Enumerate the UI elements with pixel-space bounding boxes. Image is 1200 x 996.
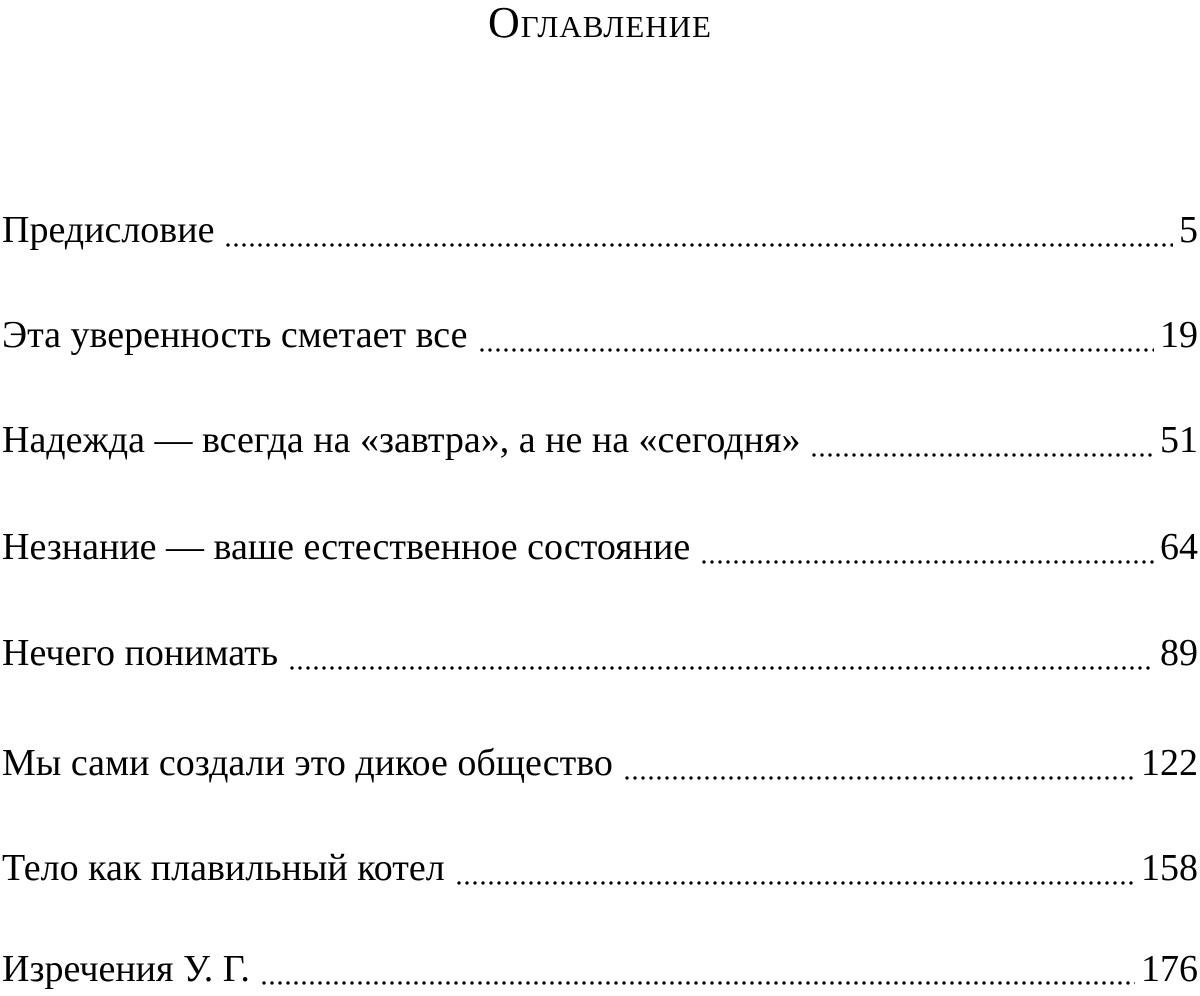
toc-entry[interactable] xyxy=(2,517,1198,577)
toc-entry-title: Тело как плавильный котел xyxy=(2,847,445,889)
toc-page-number: 158 xyxy=(1141,847,1198,889)
toc-page-number: 122 xyxy=(1141,742,1198,784)
toc-page-number: 176 xyxy=(1141,947,1198,990)
toc-entry[interactable] xyxy=(2,410,1198,470)
toc-entry-title: Изречения У. Г. xyxy=(2,947,250,990)
toc-entry-title: Эта уверенность сметает все xyxy=(2,314,468,356)
toc-page-number: 64 xyxy=(1160,526,1198,568)
toc-entry-title: Нечего понимать xyxy=(2,632,279,674)
toc-page-number: 5 xyxy=(1179,209,1198,251)
toc-entry[interactable] xyxy=(2,305,1198,365)
dot-leader xyxy=(810,410,1154,470)
toc-page-number: 51 xyxy=(1160,419,1198,461)
toc-entry-title: Мы сами создали это дикое общество xyxy=(2,742,613,784)
dot-leader xyxy=(700,517,1154,577)
toc-entry[interactable] xyxy=(2,941,1198,996)
toc-entry[interactable] xyxy=(2,200,1198,260)
dot-leader xyxy=(478,305,1155,365)
toc-entry[interactable] xyxy=(2,733,1198,793)
toc-entry-title: Надежда — всегда на «завтра», а не на «сегодня» xyxy=(2,419,801,461)
toc-entry-title: Предисловие xyxy=(2,209,215,251)
dot-leader xyxy=(288,623,1154,683)
toc-entry-title: Незнание — ваше естественное состояние xyxy=(2,526,691,568)
dot-leader xyxy=(260,941,1135,996)
page-title: Оглавление xyxy=(488,0,712,47)
toc-entry[interactable] xyxy=(2,838,1198,898)
dot-leader xyxy=(455,838,1135,898)
toc-entry[interactable] xyxy=(2,623,1198,683)
toc-page-number: 19 xyxy=(1160,314,1198,356)
toc-page-number: 89 xyxy=(1160,632,1198,674)
dot-leader xyxy=(224,200,1173,260)
dot-leader xyxy=(623,733,1135,793)
